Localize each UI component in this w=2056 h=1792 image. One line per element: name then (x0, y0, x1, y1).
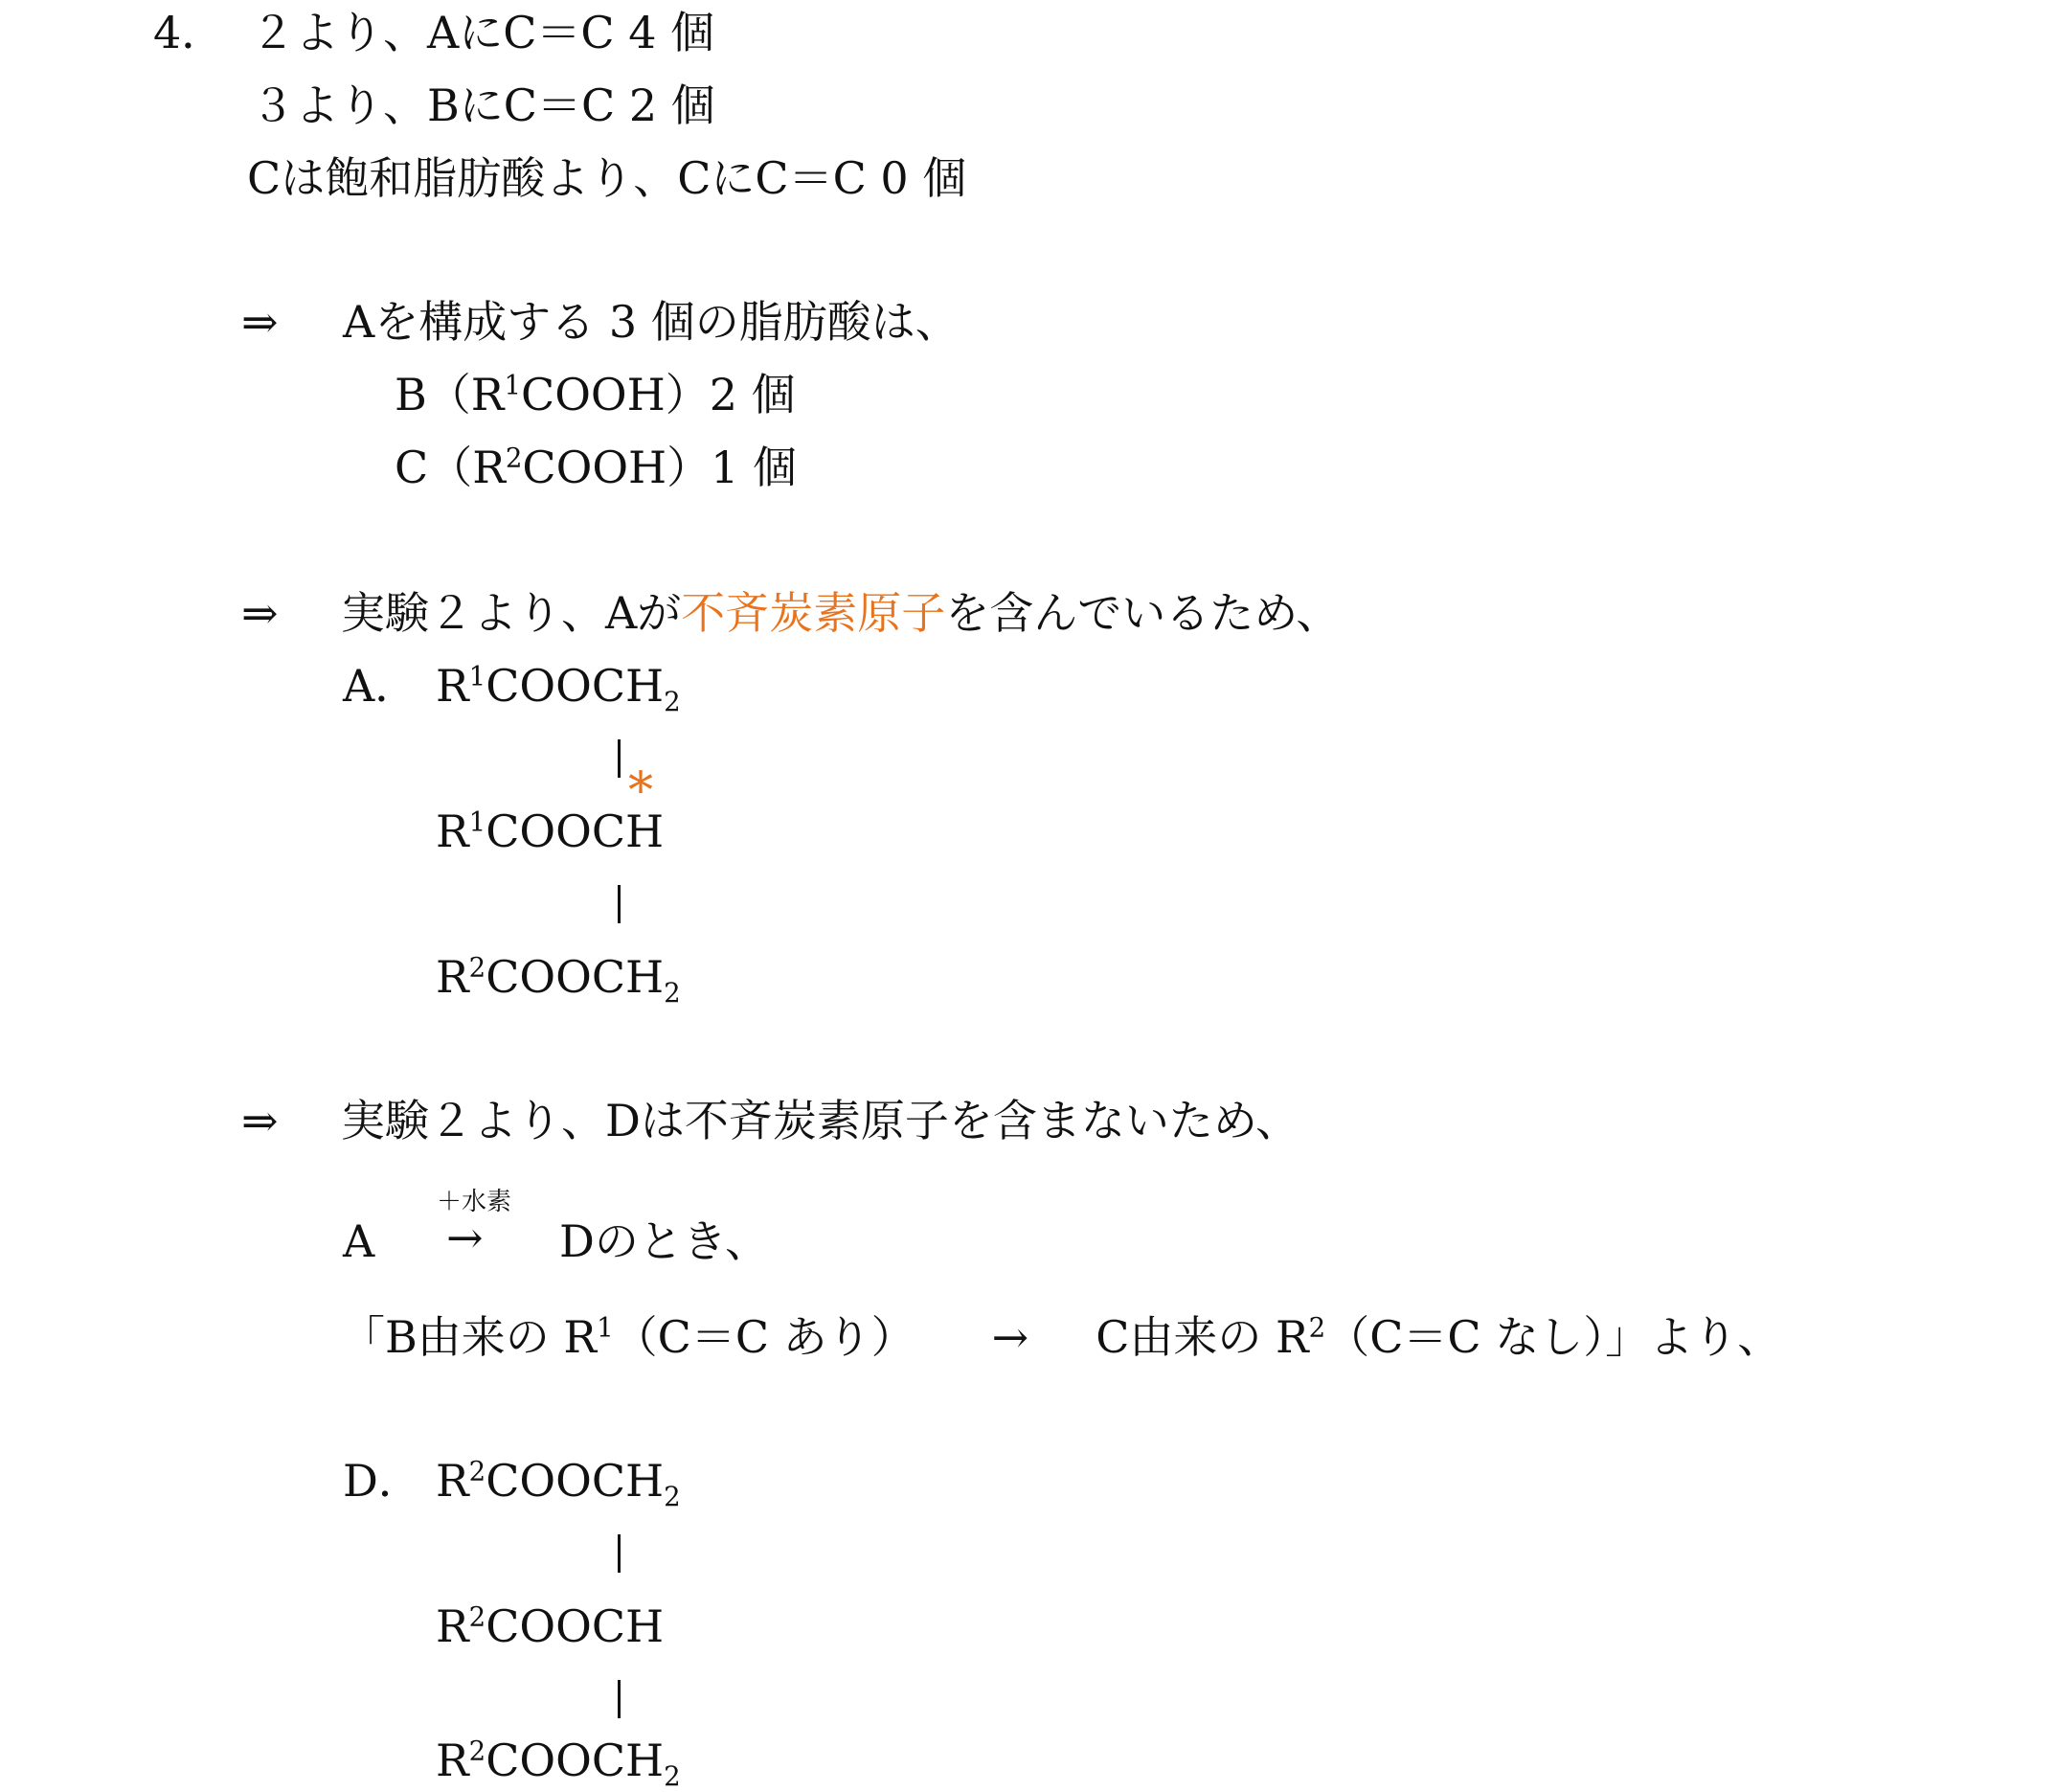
implies-arrow-2: ⇒ (241, 587, 279, 639)
bond-line (618, 1680, 621, 1718)
block2-text: 実験２より、Aが不斉炭素原子を含んでいるため、 (341, 587, 1341, 639)
fatty-acid-c-item: $C(R^2COOH)1$ 個 (395, 442, 798, 493)
implies-arrow-1: ⇒ (241, 296, 279, 348)
block3-text: 実験２より、Dは不斉炭素原子を含まないため、 (341, 1095, 1300, 1146)
rule-arrow: → (991, 1311, 1029, 1363)
fatty-acid-b-item: $B(R^1COOH)2$ 個 (395, 369, 796, 420)
asymmetric-carbon-highlight: 不斉炭素原子 (681, 587, 946, 639)
reaction-right: Dのとき、 (559, 1215, 770, 1267)
asymmetric-carbon-star: * (628, 762, 653, 820)
bond-line (618, 1534, 621, 1573)
section-line-1: ２より、AにC＝C 4 個 (251, 7, 715, 58)
derivation-rule: 「B由来の $R^1(C=C$ あり） → C由来の $R^2(C=C$ なし）」より、 (341, 1311, 1782, 1363)
structure-a-row-1: $R^1COOCH_2$ (436, 660, 681, 718)
implies-arrow-3: ⇒ (241, 1095, 279, 1146)
bond-line (618, 885, 621, 923)
structure-d-row-2: $R^2COOCH$ (436, 1600, 665, 1652)
block1-text: Aを構成する 3 個の脂肪酸は、 (343, 296, 960, 348)
section-line-2: ３より、BにC＝C 2 個 (251, 79, 715, 131)
section-line-3: Cは飽和脂肪酸より、CにC＝C 0 個 (247, 152, 967, 204)
structure-a-row-3: $R^2COOCH_2$ (436, 951, 681, 1009)
reaction-arrow: → (446, 1212, 484, 1263)
structure-d-row-3: $R^2COOCH_2$ (436, 1735, 681, 1792)
bond-line (618, 739, 621, 778)
section-number: 4． (153, 7, 226, 58)
structure-d-label: D． (343, 1455, 422, 1507)
structure-a-row-2: $R^1COOCH$ (436, 805, 665, 857)
reaction-condition: ＋水素 (437, 1188, 512, 1216)
reaction-left: A (343, 1215, 375, 1267)
structure-a-label: A． (343, 660, 419, 712)
structure-d-row-1: $R^2COOCH_2$ (436, 1455, 681, 1513)
